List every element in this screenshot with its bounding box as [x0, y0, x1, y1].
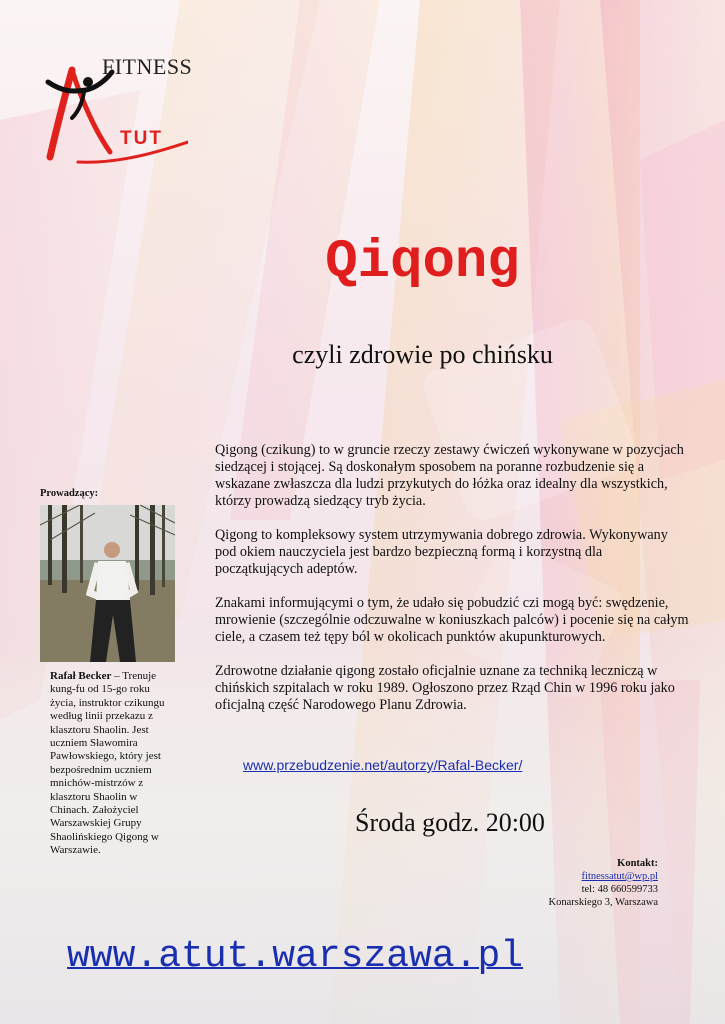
logo-fitness-text: FITNESS: [102, 54, 193, 79]
presenter-name: Rafał Becker: [50, 670, 112, 682]
class-schedule: Środa godz. 20:00: [355, 808, 545, 837]
page-title: Qiqong: [325, 232, 520, 293]
contact-phone: tel: 48 660599733: [581, 884, 658, 895]
paragraph: Qigong to kompleksowy system utrzymywania dobrego zdrowia. Wykonywany pod okiem nauczyciela jest bardzo bezpieczną formą i korzystną dla początkujących adeptów.: [215, 527, 668, 577]
presenter-profile-link[interactable]: www.przebudzenie.net/autorzy/Rafal-Becker/: [243, 757, 523, 773]
description: [215, 442, 690, 731]
contact-block: [549, 857, 658, 909]
fitness-atut-logo: [38, 52, 208, 172]
presenter-photo-image: [40, 505, 175, 662]
logo-tut-text: TUT: [120, 128, 163, 149]
presenter-photo: [40, 505, 175, 662]
paragraph: Znakami informującymi o tym, że udało się pobudzić czi mogą być: swędzenie, mrowienie (szczególnie odczuwalne w koniuszkach palców) i pocenie się na całym ciele, a czasem też tępy ból w okolicach punktów akupunkturowych.: [215, 595, 689, 645]
presenter-bio: [50, 670, 172, 858]
contact-email-link[interactable]: fitnessatut@wp.pl: [581, 871, 658, 882]
website-link[interactable]: www.atut.warszawa.pl: [67, 935, 524, 978]
contact-address: Konarskiego 3, Warszawa: [548, 897, 658, 908]
paragraph: Qigong (czikung) to w gruncie rzeczy zestawy ćwiczeń wykonywane w pozycjach siedzącej i stojącej. Są doskonałym sposobem na poranne rozbudzenie się a wskazane zwłaszcza dla ludzi przykutych do łóżka oraz idealny dla wszystkich, którzy prowadzą siedzący tryb życia.: [215, 442, 684, 509]
presenter-label: Prowadzący:: [40, 488, 99, 499]
page-subtitle: czyli zdrowie po chińsku: [292, 340, 553, 369]
contact-heading: Kontakt:: [617, 858, 658, 869]
presenter-bio-text: – Trenuje kung-fu od 15-go roku życia, instruktor czikungu według linii przekazu z klasztoru Shaolin. Jest uczniem Sławomira Pawłowskiego, który jest bezpośrednim uczniem mnichów-mistrzów z klasztoru Shaolin w Chinach. Założyciel Warszawskiej Grupy Shaolińskiego Qigong w Warszawie.: [50, 670, 165, 857]
paragraph: Zdrowotne działanie qigong zostało oficjalnie uznane za techniką leczniczą w chińskich szpitalach w roku 1989. Ogłoszono przez Rząd Chin w 1996 roku jako oficjalną część Narodowego Planu Zdrowia.: [215, 663, 675, 713]
